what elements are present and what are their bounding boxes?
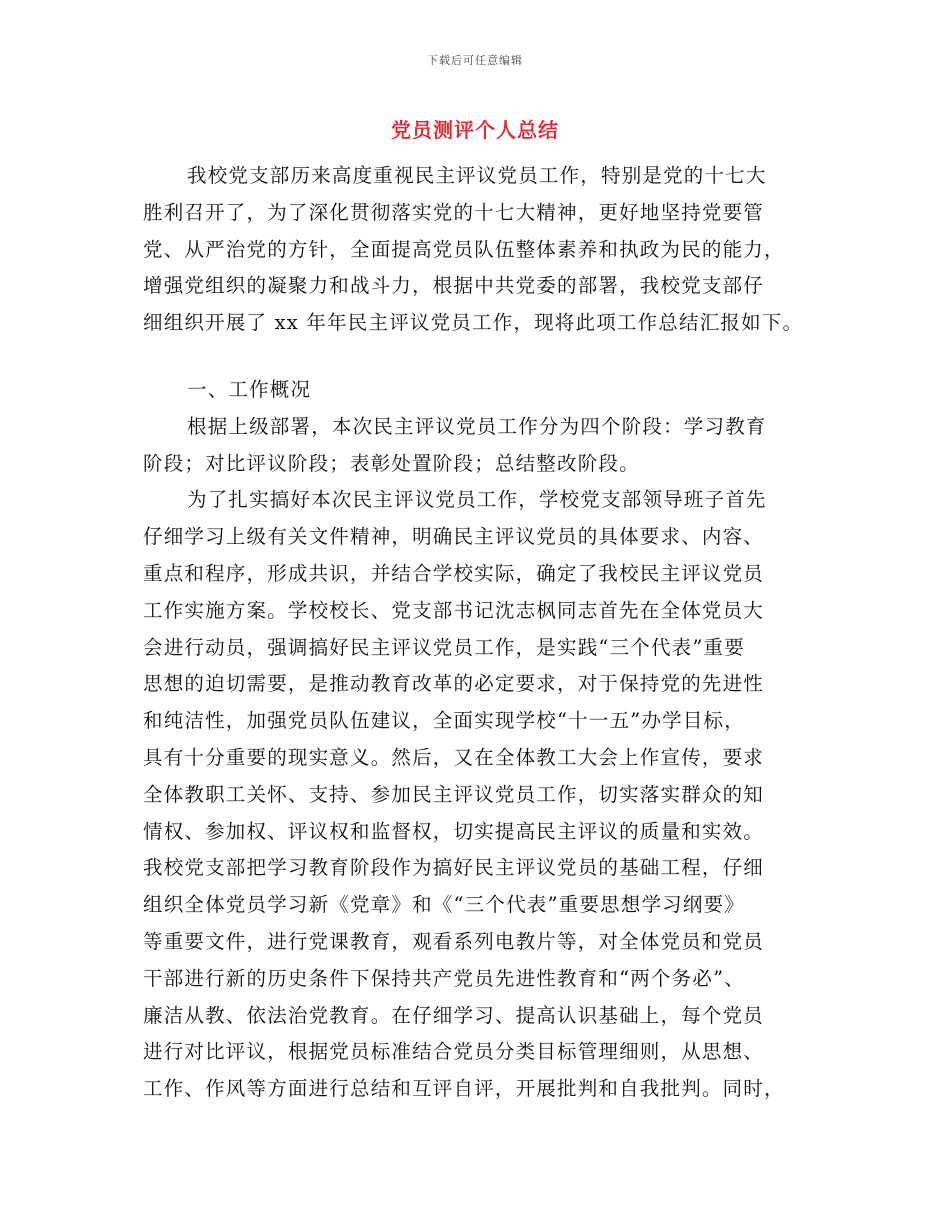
body-line: 会进行动员，强调搞好民主评议党员工作，是实践“三个代表”重要: [143, 635, 745, 659]
section-heading: 一、工作概况: [187, 377, 312, 401]
document-body: [143, 158, 803, 1108]
body-line: 增强党组织的凝聚力和战斗力，根据中共党委的部署，我校党支部仔: [143, 274, 765, 298]
page-header-note: 下载后可任意编辑: [427, 54, 523, 67]
body-line: 工作实施方案。学校校长、党支部书记沈志枫同志首先在全体党员大: [143, 598, 765, 622]
body-line: 进行对比评议，根据党员标准结合党员分类目标管理细则，从思想、: [143, 1040, 765, 1064]
body-line: 工作、作风等方面进行总结和互评自评，开展批判和自我批判。同时，: [143, 1077, 785, 1101]
document-title: 党员测评个人总结: [391, 118, 559, 142]
body-line: 为了扎实搞好本次民主评议党员工作，学校党支部领导班子首先: [187, 488, 767, 512]
body-line: 阶段；对比评议阶段；表彰处置阶段；总结整改阶段。: [143, 451, 640, 475]
body-line: 具有十分重要的现实意义。然后，又在全体教工大会上作宣传，要求: [143, 745, 765, 769]
body-line: 我校党支部历来高度重视民主评议党员工作，特别是党的十七大: [187, 164, 767, 187]
body-line: 仔细学习上级有关文件精神，明确民主评议党员的具体要求、内容、: [143, 525, 765, 549]
body-line: 我校党支部把学习教育阶段作为搞好民主评议党员的基础工程，仔细: [143, 856, 765, 880]
body-line: 情权、参加权、评议权和监督权，切实提高民主评议的质量和实效。: [143, 819, 765, 843]
body-line: 细组织开展了 xx 年年民主评议党员工作，现将此项工作总结汇报如下。: [143, 311, 804, 335]
body-line: 等重要文件，进行党课教育，观看系列电教片等，对全体党员和党员: [143, 929, 765, 953]
body-line: 全体教职工关怀、支持、参加民主评议党员工作，切实落实群众的知: [143, 782, 765, 806]
body-line: 重点和程序，形成共识，并结合学校实际，确定了我校民主评议党员: [143, 561, 765, 585]
body-line: 胜利召开了，为了深化贯彻落实党的十七大精神，更好地坚持党要管: [143, 200, 765, 224]
body-line: 廉洁从教、依法治党教育。在仔细学习、提高认识基础上，每个党员: [143, 1003, 765, 1027]
body-line: 组织全体党员学习新《党章》和《“三个代表”重要思想学习纲要》: [143, 893, 745, 917]
body-line: 党、从严治党的方针，全面提高党员队伍整体素养和执政为民的能力，: [143, 237, 785, 261]
body-line: 和纯洁性，加强党员队伍建议，全面实现学校“十一五”办学目标，: [143, 709, 745, 733]
body-line: 根据上级部署，本次民主评议党员工作分为四个阶段：学习教育: [187, 414, 767, 438]
body-line: 干部进行新的历史条件下保持共产党员先进性教育和“两个务必”、: [143, 966, 745, 990]
body-line: 思想的迫切需要，是推动教育改革的必定要求，对于保持党的先进性: [143, 672, 765, 696]
blank-line: [143, 342, 803, 372]
